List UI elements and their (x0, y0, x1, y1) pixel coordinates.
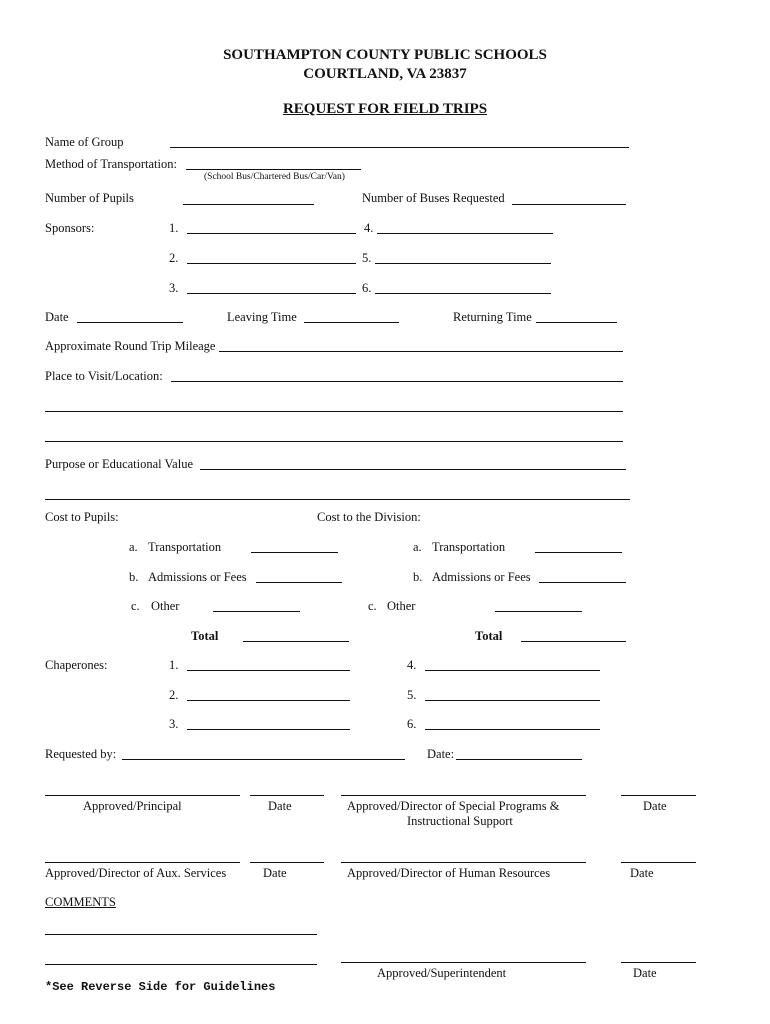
place-label: Place to Visit/Location: (45, 369, 163, 383)
chaperone-5-field[interactable] (425, 700, 600, 701)
sponsor-number-6: 6. (362, 281, 372, 295)
chaperone-number-5: 5. (407, 688, 417, 702)
number-of-pupils-field[interactable] (183, 204, 314, 205)
transportation-hint: (School Bus/Chartered Bus/Car/Van) (204, 172, 345, 182)
sponsor-number-1: 1. (169, 221, 179, 235)
comments-field-line-2[interactable] (45, 964, 317, 965)
chaperone-number-1: 1. (169, 658, 179, 672)
division-other-label: Other (387, 599, 416, 613)
date-field[interactable] (77, 322, 183, 323)
sponsors-label: Sponsors: (45, 221, 95, 235)
principal-date-label: Date (268, 799, 292, 813)
sponsor-number-3: 3. (169, 281, 179, 295)
pupil-other-field[interactable] (213, 611, 300, 612)
place-field[interactable] (171, 381, 623, 382)
pupil-transportation-field[interactable] (251, 552, 338, 553)
sponsor-number-4: 4. (364, 221, 374, 235)
pupil-admissions-label: Admissions or Fees (148, 570, 247, 584)
chaperone-2-field[interactable] (187, 700, 350, 701)
division-transportation-label: Transportation (432, 540, 506, 554)
requested-by-field[interactable] (122, 759, 405, 760)
sponsor-5-field[interactable] (375, 263, 551, 264)
number-of-buses-label: Number of Buses Requested (362, 191, 505, 205)
sponsor-number-5: 5. (362, 251, 372, 265)
place-field-line-3[interactable] (45, 441, 623, 442)
pupil-other-label: Other (151, 599, 180, 613)
returning-time-label: Returning Time (453, 310, 532, 324)
school-address: COURTLAND, VA 23837 (303, 66, 467, 82)
special-programs-label-line-2: Instructional Support (407, 814, 513, 828)
human-resources-signature-field[interactable] (341, 862, 586, 863)
returning-time-field[interactable] (536, 322, 617, 323)
principal-label: Approved/Principal (83, 799, 182, 813)
pupil-cost-c-marker: c. (131, 599, 140, 613)
sponsor-6-field[interactable] (375, 293, 551, 294)
pupil-transportation-label: Transportation (148, 540, 222, 554)
pupil-cost-b-marker: b. (129, 570, 139, 584)
division-cost-c-marker: c. (368, 599, 377, 613)
mileage-label: Approximate Round Trip Mileage (45, 339, 216, 353)
date-label: Date (45, 310, 69, 324)
pupil-cost-a-marker: a. (129, 540, 138, 554)
chaperone-number-3: 3. (169, 717, 179, 731)
principal-date-field[interactable] (250, 795, 324, 796)
chaperone-number-6: 6. (407, 717, 417, 731)
leaving-time-label: Leaving Time (227, 310, 297, 324)
guidelines-note: *See Reverse Side for Guidelines (45, 980, 276, 994)
chaperone-4-field[interactable] (425, 670, 600, 671)
requested-date-label: Date: (427, 747, 455, 761)
sponsor-1-field[interactable] (187, 233, 356, 234)
comments-field-line-1[interactable] (45, 934, 317, 935)
transportation-field[interactable] (186, 169, 361, 170)
aux-services-date-field[interactable] (250, 862, 324, 863)
chaperones-label: Chaperones: (45, 658, 108, 672)
division-other-field[interactable] (495, 611, 582, 612)
pupil-admissions-field[interactable] (256, 582, 342, 583)
human-resources-date-field[interactable] (621, 862, 696, 863)
sponsor-3-field[interactable] (187, 293, 356, 294)
number-of-buses-field[interactable] (512, 204, 626, 205)
special-programs-label: Approved/Director of Special Programs & (347, 799, 560, 813)
pupil-total-field[interactable] (243, 641, 349, 642)
purpose-field[interactable] (200, 469, 626, 470)
aux-services-signature-field[interactable] (45, 862, 240, 863)
human-resources-label: Approved/Director of Human Resources (347, 866, 551, 880)
special-programs-signature-field[interactable] (341, 795, 586, 796)
purpose-label: Purpose or Educational Value (45, 457, 193, 471)
division-total-label: Total (475, 629, 503, 643)
division-admissions-field[interactable] (539, 582, 626, 583)
cost-to-division-heading: Cost to the Division: (317, 510, 421, 524)
sponsor-number-2: 2. (169, 251, 179, 265)
principal-signature-field[interactable] (45, 795, 240, 796)
sponsor-2-field[interactable] (187, 263, 356, 264)
chaperone-1-field[interactable] (187, 670, 350, 671)
number-of-pupils-label: Number of Pupils (45, 191, 134, 205)
superintendent-signature-field[interactable] (341, 962, 586, 963)
requested-date-field[interactable] (456, 759, 582, 760)
human-resources-date-label: Date (630, 866, 654, 880)
leaving-time-field[interactable] (304, 322, 399, 323)
mileage-field[interactable] (219, 351, 623, 352)
division-admissions-label: Admissions or Fees (432, 570, 531, 584)
cost-to-pupils-heading: Cost to Pupils: (45, 510, 119, 524)
comments-heading: COMMENTS (45, 895, 116, 909)
superintendent-label: Approved/Superintendent (377, 966, 507, 980)
pupil-total-label: Total (191, 629, 219, 643)
chaperone-3-field[interactable] (187, 729, 350, 730)
division-cost-b-marker: b. (413, 570, 423, 584)
chaperone-number-2: 2. (169, 688, 179, 702)
superintendent-date-field[interactable] (621, 962, 696, 963)
place-field-line-2[interactable] (45, 411, 623, 412)
special-programs-date-field[interactable] (621, 795, 696, 796)
special-programs-date-label: Date (643, 799, 667, 813)
chaperone-6-field[interactable] (425, 729, 600, 730)
division-transportation-field[interactable] (535, 552, 622, 553)
chaperone-number-4: 4. (407, 658, 417, 672)
purpose-field-line-2[interactable] (45, 499, 630, 500)
transportation-label: Method of Transportation: (45, 157, 177, 171)
superintendent-date-label: Date (633, 966, 657, 980)
name-of-group-field[interactable] (170, 147, 629, 148)
name-of-group-label: Name of Group (45, 135, 124, 149)
aux-services-date-label: Date (263, 866, 287, 880)
sponsor-4-field[interactable] (377, 233, 553, 234)
division-cost-a-marker: a. (413, 540, 422, 554)
school-name: SOUTHAMPTON COUNTY PUBLIC SCHOOLS (223, 47, 547, 63)
division-total-field[interactable] (521, 641, 626, 642)
aux-services-label: Approved/Director of Aux. Services (45, 866, 227, 880)
requested-by-label: Requested by: (45, 747, 117, 761)
form-title: REQUEST FOR FIELD TRIPS (282, 101, 488, 117)
